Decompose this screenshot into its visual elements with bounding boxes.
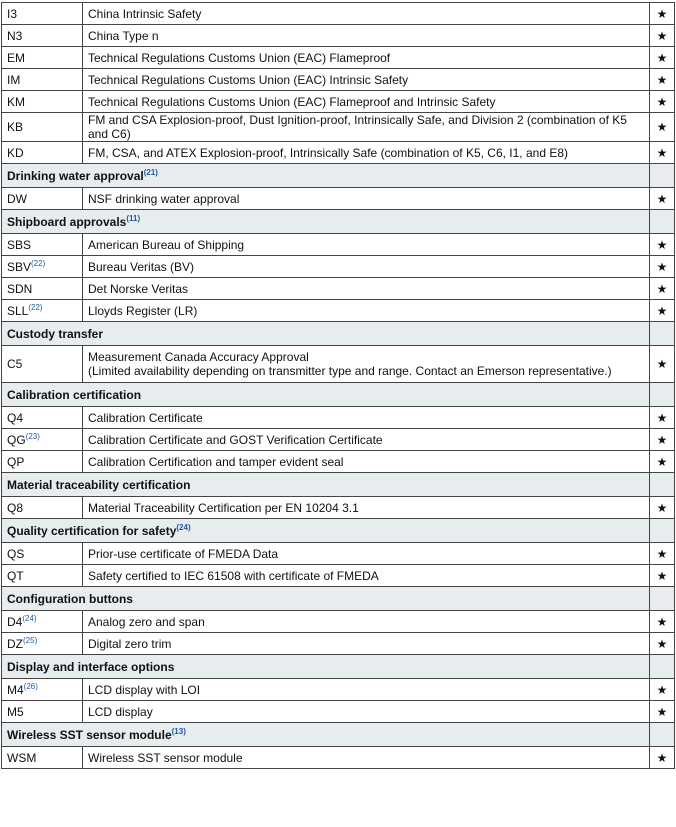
footnote-ref: (23) [25, 431, 40, 441]
footnote-ref: (24) [22, 613, 37, 623]
footnote-ref: (24) [176, 522, 191, 532]
option-row [2, 747, 675, 769]
star-icon: ★ [650, 407, 675, 429]
option-code [2, 497, 83, 519]
section-title-text: Quality certification for safety [7, 523, 177, 538]
option-code [2, 407, 83, 429]
option-row [2, 256, 675, 278]
footnote-ref: (13) [171, 726, 186, 736]
option-description-text: China Type n [88, 28, 159, 43]
option-row [2, 234, 675, 256]
option-code [2, 747, 83, 769]
section-empty-cell [650, 655, 675, 679]
option-description [83, 256, 650, 278]
option-code-text: SBS [7, 237, 32, 252]
star-icon: ★ [650, 25, 675, 47]
section-empty-cell [650, 164, 675, 188]
option-code-text: KB [7, 120, 24, 134]
section-title-text: Wireless SST sensor module [7, 727, 172, 742]
option-code-text: EM [7, 50, 25, 65]
option-description-text: American Bureau of Shipping [88, 237, 245, 252]
option-row [2, 679, 675, 701]
option-row [2, 278, 675, 300]
option-description-text: Prior-use certificate of FMEDA Data [88, 546, 279, 561]
star-icon: ★ [650, 701, 675, 723]
option-code-text: D4 [7, 614, 23, 629]
option-description [83, 278, 650, 300]
option-code [2, 47, 83, 69]
option-row [2, 69, 675, 91]
option-description [83, 633, 650, 655]
option-code-text: SDN [7, 281, 33, 296]
option-description-note: (Limited availability depending on transmitter type and range. Contact an Emerson representative.) [88, 364, 612, 378]
star-icon: ★ [650, 69, 675, 91]
option-row [2, 3, 675, 25]
option-description-text: Bureau Veritas (BV) [88, 259, 195, 274]
option-code-text: DZ [7, 636, 23, 651]
option-description [83, 300, 650, 322]
options-table-body [2, 3, 675, 769]
option-description [83, 497, 650, 519]
option-row [2, 543, 675, 565]
section-header-row [2, 473, 675, 497]
option-description-text: Technical Regulations Customs Union (EAC) Intrinsic Safety [88, 72, 409, 87]
option-description-text: LCD display [88, 704, 153, 719]
option-description [83, 701, 650, 723]
option-description [83, 3, 650, 25]
star-icon: ★ [650, 256, 675, 278]
option-code-text: C5 [7, 357, 23, 371]
option-description [83, 91, 650, 113]
section-title [2, 587, 650, 611]
option-row [2, 429, 675, 451]
option-code [2, 142, 83, 164]
option-description-text: Calibration Certificate [88, 410, 203, 425]
option-code-text: QT [7, 568, 24, 583]
option-description-text: Lloyds Register (LR) [88, 303, 198, 318]
option-code [2, 3, 83, 25]
option-code [2, 429, 83, 451]
section-title-text: Shipboard approvals [7, 214, 127, 229]
option-description-text: LCD display with LOI [88, 682, 201, 697]
option-description-text: Wireless SST sensor module [88, 750, 243, 765]
footnote-ref: (11) [126, 213, 141, 223]
option-code [2, 346, 83, 383]
section-title [2, 655, 650, 679]
section-title-text: Drinking water approval [7, 168, 144, 183]
section-header-row [2, 723, 675, 747]
option-code-text: SBV [7, 259, 32, 274]
option-row [2, 47, 675, 69]
option-code-text: QG [7, 432, 26, 447]
option-code-text: M4 [7, 682, 24, 697]
option-description [83, 69, 650, 91]
section-empty-cell [650, 587, 675, 611]
option-code [2, 25, 83, 47]
option-row [2, 407, 675, 429]
section-title [2, 383, 650, 407]
option-description [83, 747, 650, 769]
option-row [2, 91, 675, 113]
option-description [83, 565, 650, 587]
footnote-ref: (26) [23, 681, 38, 691]
footnote-ref: (25) [23, 635, 38, 645]
option-description [83, 25, 650, 47]
option-description-text: Technical Regulations Customs Union (EAC) Flameproof [88, 50, 391, 65]
option-description-text: Calibration Certificate and GOST Verification Certificate [88, 432, 383, 447]
option-code [2, 188, 83, 210]
option-code [2, 633, 83, 655]
option-description [83, 543, 650, 565]
star-icon: ★ [650, 679, 675, 701]
option-row [2, 25, 675, 47]
options-table [1, 2, 675, 769]
option-code [2, 300, 83, 322]
section-title [2, 210, 650, 234]
section-title-text: Configuration buttons [7, 591, 133, 606]
option-description-text: Det Norske Veritas [88, 281, 189, 296]
option-code [2, 113, 83, 142]
section-header-row [2, 383, 675, 407]
option-code-text: SLL [7, 303, 29, 318]
option-code-text: Q8 [7, 500, 24, 515]
footnote-ref: (21) [143, 167, 158, 177]
section-title [2, 723, 650, 747]
option-code [2, 679, 83, 701]
option-code-text: Q4 [7, 410, 24, 425]
section-title [2, 322, 650, 346]
option-description [83, 346, 650, 383]
footnote-ref: (22) [28, 302, 43, 312]
option-code [2, 256, 83, 278]
option-code [2, 451, 83, 473]
star-icon: ★ [650, 429, 675, 451]
star-icon: ★ [650, 611, 675, 633]
star-icon: ★ [650, 47, 675, 69]
option-description-text: FM, CSA, and ATEX Explosion-proof, Intrinsically Safe (combination of K5, C6, I1, and E8) [88, 145, 568, 160]
option-description-text: Analog zero and span [88, 614, 205, 629]
option-code [2, 69, 83, 91]
option-code-text: WSM [7, 750, 37, 765]
option-code [2, 91, 83, 113]
option-row [2, 451, 675, 473]
section-empty-cell [650, 519, 675, 543]
option-description [83, 429, 650, 451]
star-icon: ★ [650, 300, 675, 322]
option-row [2, 633, 675, 655]
option-description [83, 113, 650, 142]
option-code [2, 611, 83, 633]
star-icon: ★ [650, 451, 675, 473]
option-row [2, 346, 675, 383]
option-code-text: N3 [7, 28, 23, 43]
option-row [2, 611, 675, 633]
star-icon: ★ [650, 188, 675, 210]
option-code [2, 701, 83, 723]
option-description-text: NSF drinking water approval [88, 191, 240, 206]
star-icon: ★ [650, 234, 675, 256]
option-description [83, 451, 650, 473]
option-code-text: KD [7, 145, 24, 160]
star-icon: ★ [650, 142, 675, 164]
option-description [83, 611, 650, 633]
section-title [2, 519, 650, 543]
star-icon: ★ [650, 278, 675, 300]
option-description-text: Safety certified to IEC 61508 with certificate of FMEDA [88, 568, 379, 583]
star-icon: ★ [650, 91, 675, 113]
star-icon: ★ [650, 3, 675, 25]
option-code-text: QP [7, 454, 25, 469]
section-header-row [2, 587, 675, 611]
option-code [2, 234, 83, 256]
option-code-text: QS [7, 546, 25, 561]
option-row [2, 300, 675, 322]
option-code-text: DW [7, 191, 27, 206]
option-description [83, 234, 650, 256]
section-title-text: Material traceability certification [7, 477, 191, 492]
option-description [83, 407, 650, 429]
section-empty-cell [650, 322, 675, 346]
option-code-text: IM [7, 72, 21, 87]
option-description [83, 188, 650, 210]
option-row [2, 113, 675, 142]
option-description-text: FM and CSA Explosion-proof, Dust Ignition-proof, Intrinsically Safe, and Division 2 (combination of K5 and C6) [88, 113, 627, 141]
option-description-text: Calibration Certification and tamper evident seal [88, 454, 344, 469]
option-row [2, 701, 675, 723]
section-title [2, 164, 650, 188]
option-description-text: Digital zero trim [88, 636, 172, 651]
section-header-row [2, 210, 675, 234]
option-description-text: Technical Regulations Customs Union (EAC) Flameproof and Intrinsic Safety [88, 94, 496, 109]
section-title-text: Custody transfer [7, 326, 104, 341]
section-empty-cell [650, 210, 675, 234]
section-empty-cell [650, 383, 675, 407]
section-header-row [2, 322, 675, 346]
option-row [2, 142, 675, 164]
section-header-row [2, 655, 675, 679]
option-code-text: KM [7, 94, 25, 109]
option-code [2, 278, 83, 300]
option-code-text: M5 [7, 704, 24, 719]
option-description-text: Measurement Canada Accuracy Approval [88, 350, 309, 364]
star-icon: ★ [650, 346, 675, 383]
option-code [2, 565, 83, 587]
section-title-text: Display and interface options [7, 659, 175, 674]
option-code-text: I3 [7, 6, 18, 21]
option-description-text: China Intrinsic Safety [88, 6, 202, 21]
option-row [2, 188, 675, 210]
section-header-row [2, 519, 675, 543]
option-description [83, 142, 650, 164]
star-icon: ★ [650, 565, 675, 587]
star-icon: ★ [650, 497, 675, 519]
star-icon: ★ [650, 633, 675, 655]
star-icon: ★ [650, 543, 675, 565]
section-header-row [2, 164, 675, 188]
section-title-text: Calibration certification [7, 387, 142, 402]
option-code [2, 543, 83, 565]
star-icon: ★ [650, 747, 675, 769]
section-empty-cell [650, 473, 675, 497]
section-empty-cell [650, 723, 675, 747]
option-row [2, 497, 675, 519]
star-icon: ★ [650, 113, 675, 142]
option-description-text: Material Traceability Certification per EN 10204 3.1 [88, 500, 359, 515]
option-row [2, 565, 675, 587]
option-description [83, 679, 650, 701]
section-title [2, 473, 650, 497]
footnote-ref: (22) [31, 258, 46, 268]
option-description [83, 47, 650, 69]
